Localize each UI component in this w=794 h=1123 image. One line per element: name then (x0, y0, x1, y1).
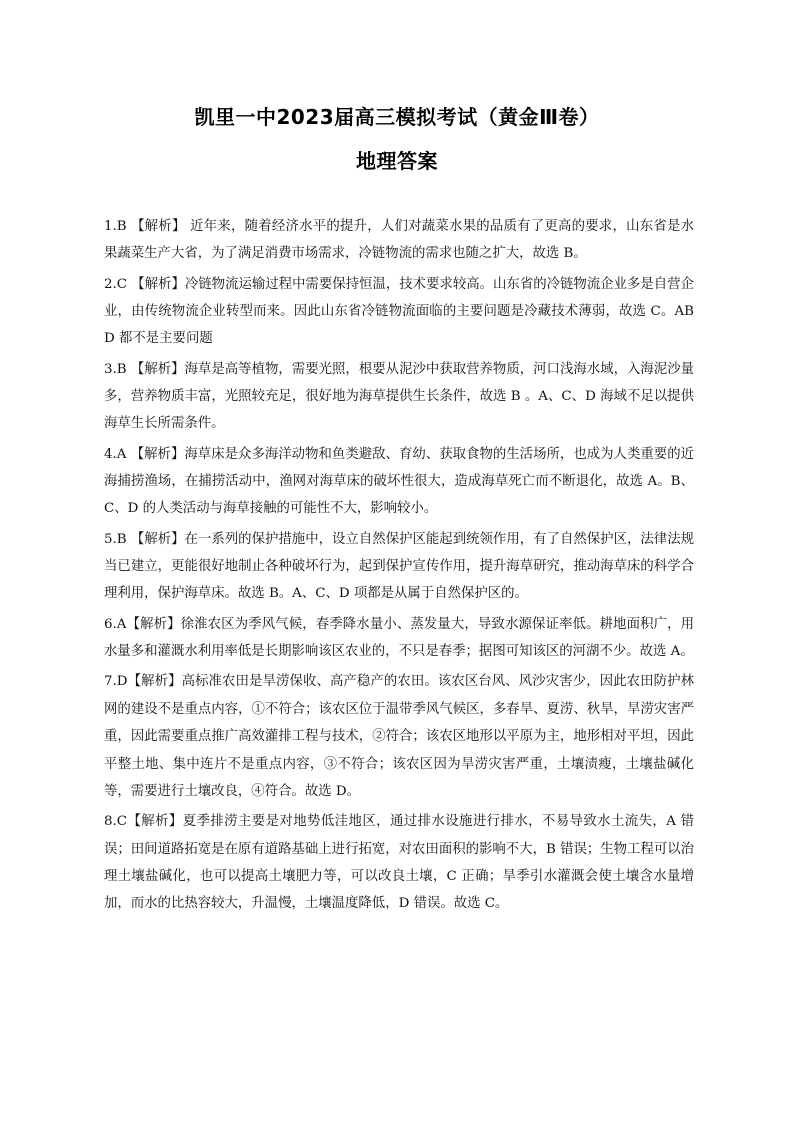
answer-item (104, 668, 694, 805)
answer-number: 2.C (104, 276, 128, 292)
answer-item (104, 441, 694, 523)
answer-number: 7.D (104, 674, 128, 690)
answer-list (104, 213, 694, 921)
answer-item (104, 213, 694, 268)
answer-tag: 【解析】 (130, 446, 185, 462)
answer-tag: 【解析】 (131, 219, 186, 234)
answer-tag: 【解析】 (130, 531, 185, 547)
answer-item (104, 356, 694, 438)
answer-text: 徐淮农区为季风气候，春季降水量小、蒸发量大，导致水源保证率低。耕地面积广，用水量多和灌溉水利用率低是长期影响该区农业的，不只是春季；据图可知该区的河湖不少。故选 A。 (104, 616, 695, 660)
answer-item (104, 526, 694, 608)
answer-text: 海草是高等植物，需要光照，根要从泥沙中获取营养物质，河口浅海水域，入海泥沙量多，营养物质丰富，光照较充足，很好地为海草提供生长条件，故选 B 。A、C、D 海域不足以提供海草生长所需条件。 (104, 361, 695, 432)
answer-number: 1.B (104, 219, 127, 234)
answer-tag: 【解析】 (130, 361, 185, 377)
answer-text: 在一系列的保护措施中，设立自然保护区能起到统领作用，有了自然保护区，法律法规当已建立，更能很好地制止各种破坏行为，起到保护宣传作用，提升海草研究，推动海草床的科学合理利用，保护海草床。故选 B。A、C、D 项都是从属于自然保护区的。 (104, 531, 695, 602)
answer-text: 高标准农田是旱涝保收、高产稳产的农田。该农区台风、风沙灾害少，因此农田防护林网的建设不是重点内容，①不符合；该农区位于温带季风气候区，多春旱、夏涝、秋旱，旱涝灾害严重，因此需要重点推广高效灌排工程与技术，②符合；该农区地形以平原为主，地形相对平坦，因此平整土地、集中连片不是重点内容，③不符合；该农区因为旱涝灾害严重，土壤渍瘦，土壤盐碱化等，需要进行土壤改良，④符合。故选 D。 (104, 674, 695, 799)
answer-text: 冷链物流运输过程中需要保持恒温，技术要求较高。山东省的冷链物流企业多是自营企业，由传统物流企业转型而来。因此山东省冷链物流面临的主要问题是冷藏技术薄弱，故选 C。ABD 都不是主要问题 (104, 276, 694, 347)
answer-number: 8.C (104, 814, 128, 830)
answer-number: 5.B (104, 531, 127, 547)
document-subtitle: 地理答案 (356, 149, 438, 173)
answer-text: 近年来，随着经济水平的提升，人们对蔬菜水果的品质有了更高的要求，山东省是水果蔬菜生产大省，为了满足消费市场需求，冷链物流的需求也随之扩大，故选 B。 (104, 219, 694, 262)
answer-tag: 【解析】 (127, 814, 183, 830)
answer-tag: 【解析】 (131, 276, 185, 292)
answer-tag: 【解析】 (127, 674, 182, 690)
document-title: 凯里一中2023届高三模拟考试（黄金Ⅲ卷） (194, 105, 600, 129)
answer-number: 6.A (104, 616, 127, 632)
answer-text: 夏季排涝主要是对地势低洼地区，通过排水设施进行排水，不易导致水土流失，A 错误；田间道路拓宽是在原有道路基础上进行拓宽，对农田面积的影响不大，B 错误；生物工程可以治理土壤盐碱化，也可以提高土壤肥力等，可以改良土壤，C 正确；旱季引水灌溉会使土壤含水量增加，而水的比热容较大，升温慢，土壤温度降低，D 错误。故选 C。 (104, 814, 694, 912)
answer-item (104, 611, 694, 666)
answer-item (104, 808, 694, 918)
answer-item (104, 271, 694, 353)
answer-text: 海草床是众多海洋动物和鱼类避敌、育幼、获取食物的生活场所，也成为人类重要的近海捕捞渔场，在捕捞活动中，渔网对海草床的破坏性很大，造成海草死亡而不断退化，故选 A。B、C、D 的人类活动与海草接触的可能性不大，影响较小。 (104, 446, 695, 517)
answer-tag: 【解析】 (126, 616, 181, 632)
answer-number: 4.A (104, 446, 127, 462)
answer-number: 3.B (104, 361, 127, 377)
